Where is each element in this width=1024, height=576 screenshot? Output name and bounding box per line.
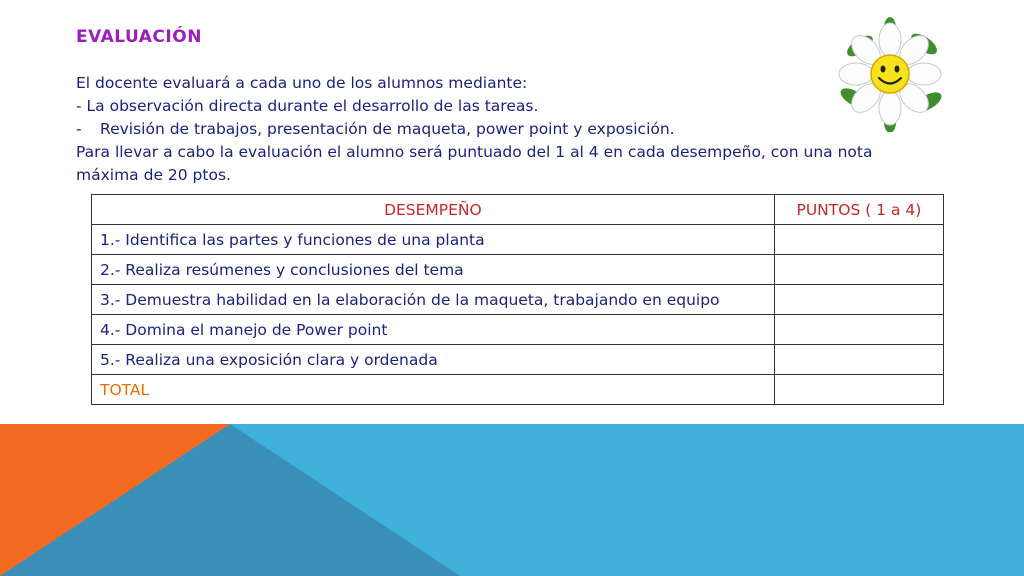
evaluation-table — [91, 194, 944, 405]
body-text — [76, 72, 936, 187]
footer-decoration — [0, 424, 1024, 576]
criterion-cell: 4.- Domina el manejo de Power point — [92, 315, 775, 345]
right-eye — [895, 66, 900, 73]
score-cell — [774, 255, 943, 285]
bullet-item — [76, 118, 936, 141]
criterion-cell: 2.- Realiza resúmenes y conclusiones del tema — [92, 255, 775, 285]
table-row — [92, 315, 944, 345]
column-header-puntos: PUNTOS ( 1 a 4) — [774, 195, 943, 225]
table-row — [92, 285, 944, 315]
criterion-cell: 3.- Demuestra habilidad en la elaboración de la maqueta, trabajando en equipo — [92, 285, 775, 315]
bullet-text: Revisión de trabajos, presentación de maqueta, power point y exposición. — [100, 120, 675, 138]
score-cell — [774, 315, 943, 345]
smiling-flower-icon — [832, 16, 948, 132]
flower-face — [871, 55, 909, 93]
intro-line: El docente evaluará a cada uno de los alumnos mediante: — [76, 74, 528, 92]
table-header-row — [92, 195, 944, 225]
score-cell — [774, 345, 943, 375]
total-score-cell — [774, 375, 943, 405]
table-row — [92, 225, 944, 255]
criterion-cell: 5.- Realiza una exposición clara y ordenada — [92, 345, 775, 375]
total-row — [92, 375, 944, 405]
bullet-item: - La observación directa durante el desarrollo de las tareas. — [76, 97, 539, 115]
bullet-dash: - — [76, 120, 82, 138]
total-label: TOTAL — [92, 375, 775, 405]
column-header-desempeno: DESEMPEÑO — [92, 195, 775, 225]
score-cell — [774, 225, 943, 255]
left-eye — [881, 66, 886, 73]
criterion-cell: 1.- Identifica las partes y funciones de una planta — [92, 225, 775, 255]
score-cell — [774, 285, 943, 315]
slide-title: EVALUACIÓN — [76, 27, 202, 47]
closing-paragraph: Para llevar a cabo la evaluación el alumno será puntuado del 1 al 4 en cada desempeño, con una nota máxima de 20 ptos. — [76, 143, 873, 184]
table-row — [92, 255, 944, 285]
table-row — [92, 345, 944, 375]
